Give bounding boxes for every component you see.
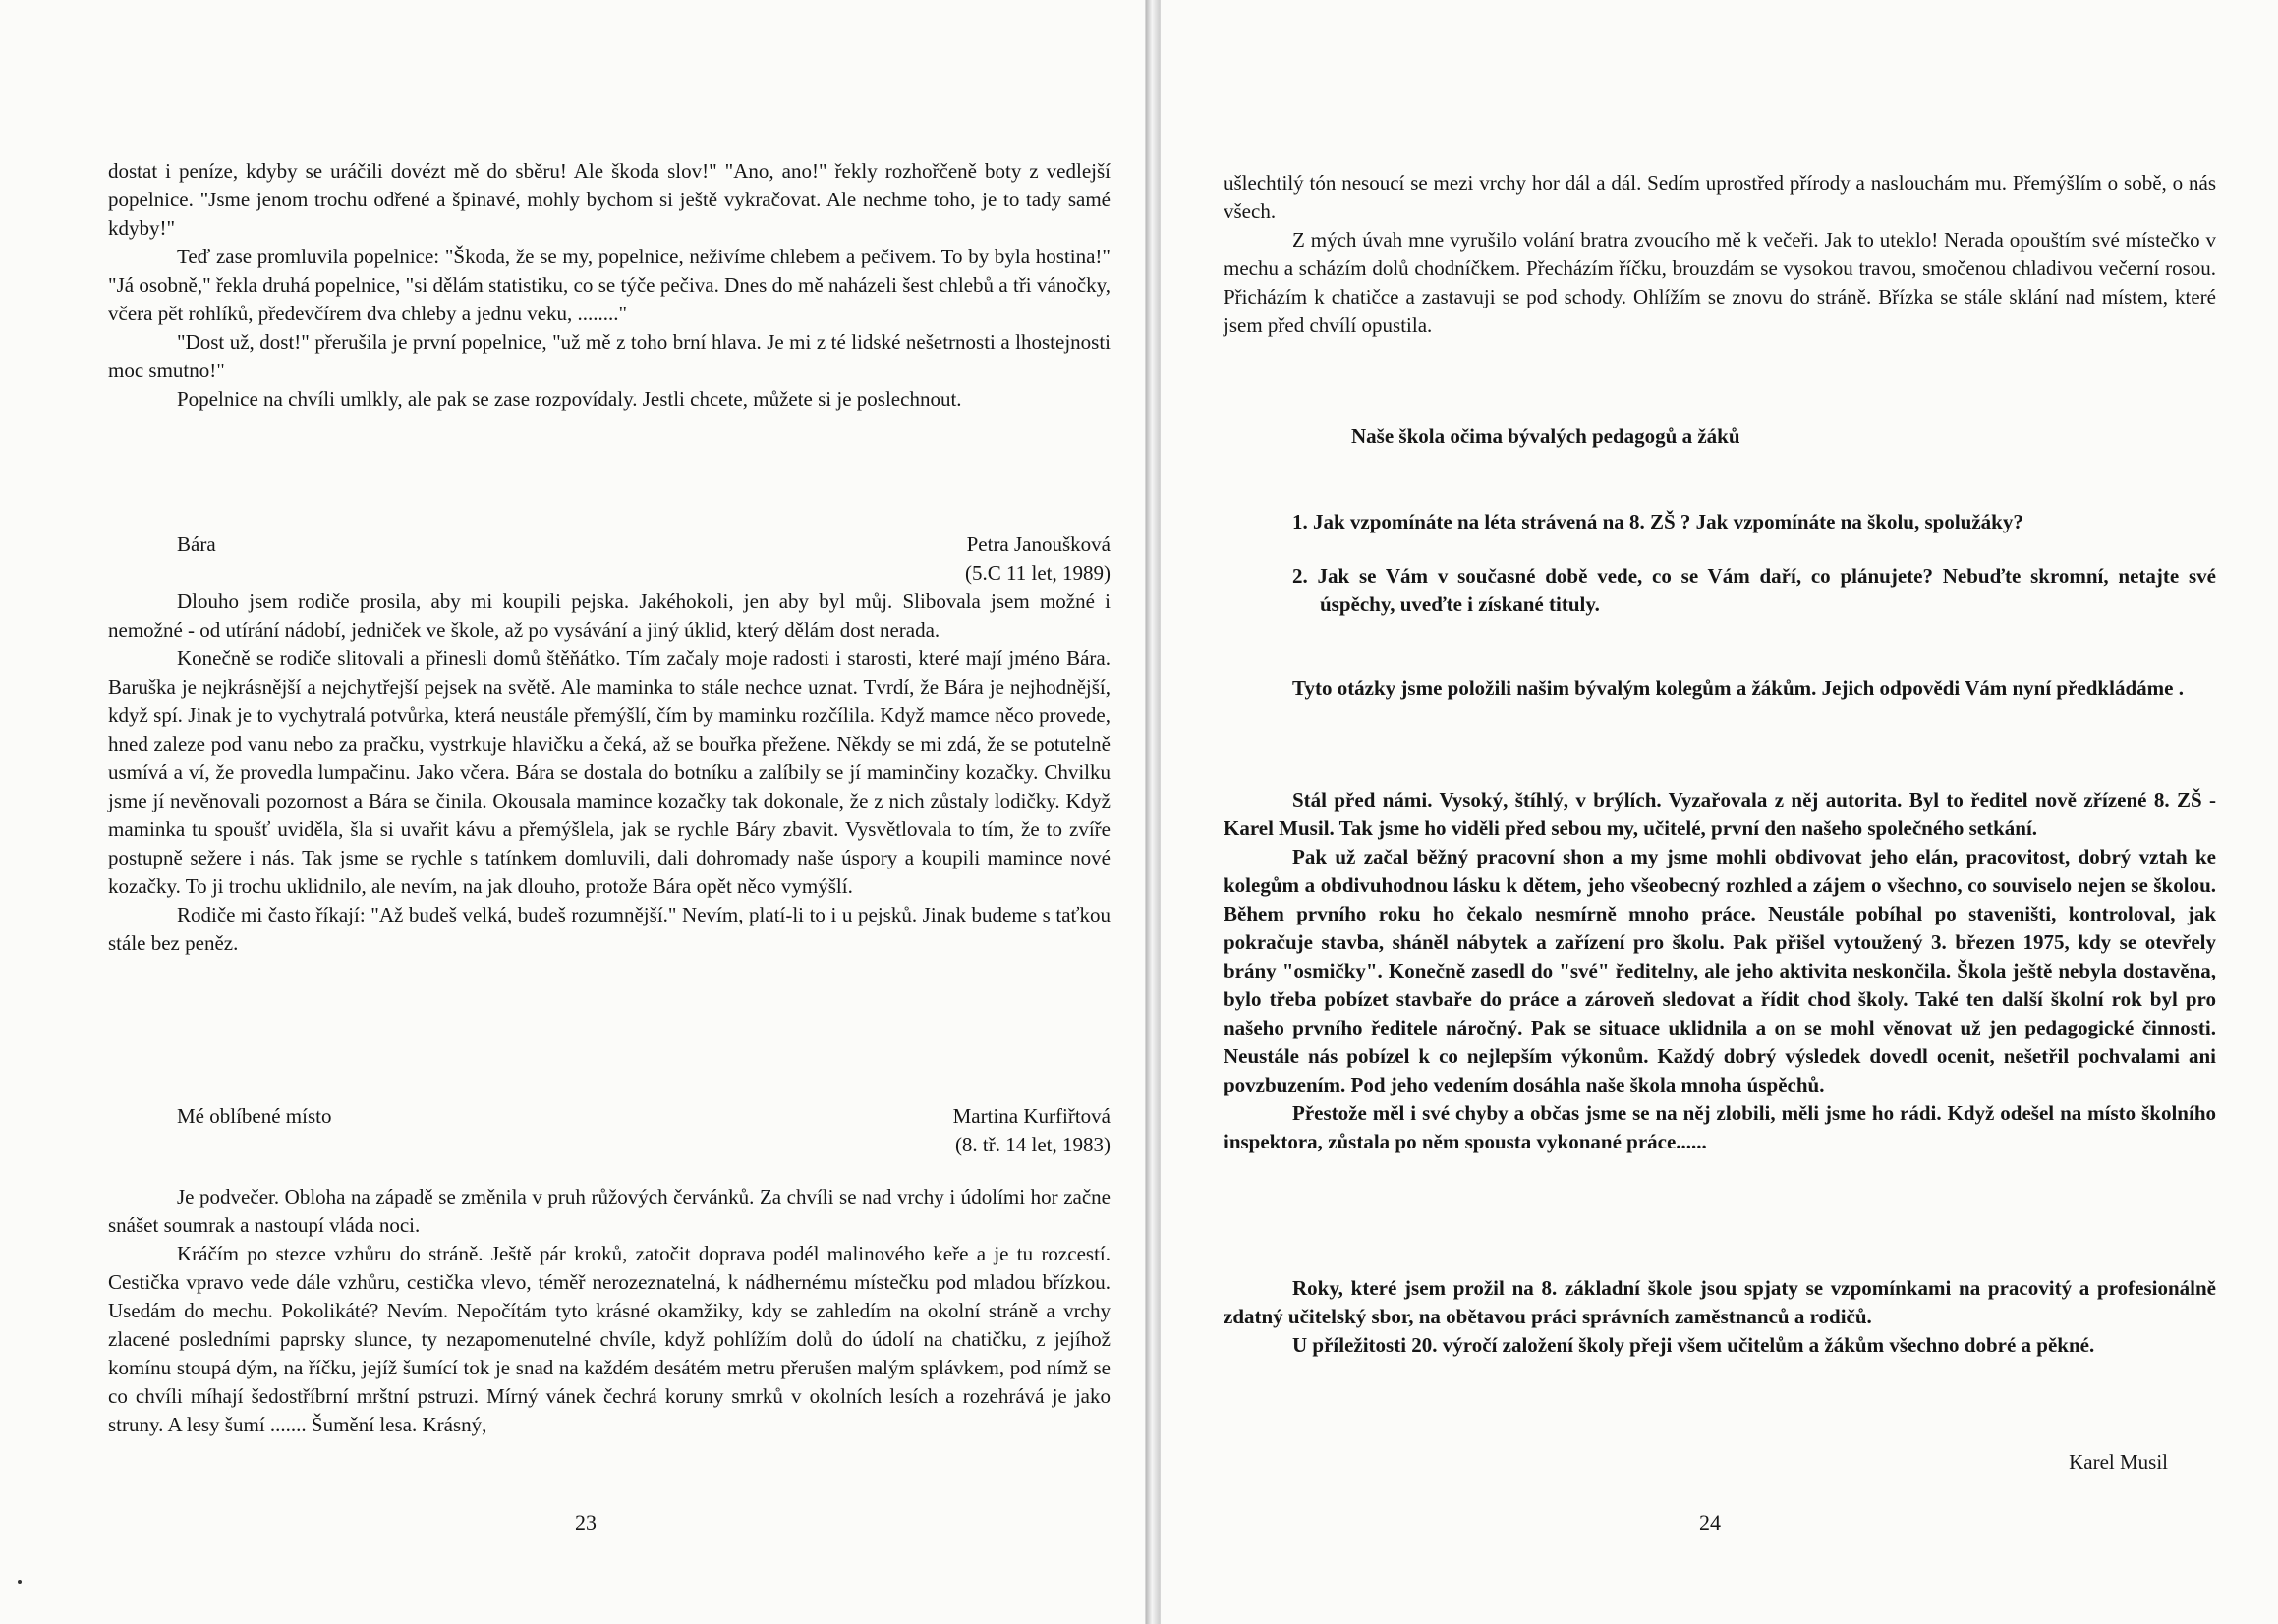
question-2: 2. Jak se Vám v současné době vede, co se Vám daří, co plánujete? Nebuďte skromní, netajte své úspěchy, uveďte i získané tituly. — [1292, 564, 2216, 616]
story-author: Petra Janoušková — [966, 532, 1111, 556]
story-bara — [108, 531, 1111, 958]
paragraph: "Dost už, dost!" přerušila je první popelnice, "už mě z toho brní hlava. Je mi z té lidské nešetrnosti a lhostejnosti moc smutno!" — [108, 330, 1111, 382]
paragraph: Roky, které jsem prožil na 8. základní škole jsou spjaty se vzpomínkami na pracovitý a profesionálně zdatný učitelský sbor, na obětavou práci správních zaměstnanců a rodičů. — [1224, 1276, 2216, 1328]
memoir — [1224, 786, 2216, 1156]
paragraph: dostat i peníze, kdyby se uráčili dovézt mě do sběru! Ale škoda slov!" "Ano, ano!" řekly rozhořčeně boty z vedlejší popelnice. "Jsme jenom trochu odřené a špinavé, mohly bychom si ještě vykračovat. Ale nechme toho, je to tady samé kdyby!" — [108, 159, 1111, 240]
story-title: Mé oblíbené místo — [177, 1104, 332, 1128]
paragraph: Kráčím po stezce vzhůru do stráně. Ještě pár kroků, zatočit doprava podél malinového keře a je tu rozcestí. Cestička vpravo vede dále vzhůru, cestička vlevo, téměř nerozeznatelná, k nádhernému místečku pod mladou břízkou. Usedám do mechu. Pokolikáté? Nevím. Nepočítám tyto krásné okamžiky, kdy se zahledím na okolní stráně a vrchy zlacené posledními paprsky slunce, ty nezapomenutelné chvíle, když pohlížím dolů do údolí na chatičku, z jejíhož komínu stoupá dým, na říčku, jejíž šumící tok je snad na každém desátém metru přerušen malým splávkem, pod nímž se co chvíli míhají šedostříbrní mrštní pstruzi. Mírný vánek čechrá koruny smrků v okolních lesích a rozehrává je jako struny. A lesy šumí ....... Šumění lesa. Krásný, — [108, 1242, 1111, 1436]
paragraph: Stál před námi. Vysoký, štíhlý, v brýlích. Vyzařovala z něj autorita. Byl to ředitel nově zřízené 8. ZŠ - Karel Musil. Tak jsme ho viděli před sebou my, učitelé, první den našeho společného setkání. — [1224, 788, 2216, 840]
story-author-block — [953, 1102, 1111, 1159]
story-author: Martina Kurfiřtová — [952, 1104, 1111, 1128]
scan-speck — [18, 1580, 22, 1584]
paragraph: Teď zase promluvila popelnice: "Škoda, že se my, popelnice, neživíme chlebem a pečivem. To by byla hostina!" "Já osobně," řekla druhá popelnice, "si dělám statistiku, co se týče pečiva. Dnes do mě naházeli šest chlebů a tři vánočky, včera pět rohlíků, předevčírem dva chleby a jednu veku, ........" — [108, 245, 1111, 325]
questions — [1224, 508, 2216, 619]
paragraph: Přestože měl i své chyby a občas jsme se na něj zlobili, měli jsme ho rádi. Když odešel na místo školního inspektora, zůstala po něm spousta vykonané práce...... — [1224, 1101, 2216, 1153]
story-author-block — [965, 531, 1111, 588]
page-number: 23 — [575, 1510, 597, 1535]
paragraph: Dlouho jsem rodiče prosila, aby mi koupili pejska. Jakéhokoli, jen aby byl můj. Slibovala jsem možné i nemožné - od utírání nádobí, jedniček ve škole, až po vysávání a jiný úklid, který dělám dost nerada. — [108, 589, 1111, 642]
paragraph: Konečně se rodiče slitovali a přinesli domů štěňátko. Tím začaly moje radosti i starosti, které mají jméno Bára. Baruška je nejkrásnější a nejchytřejší pejsek na světě. Ale maminka to stále nechce uznat. Tvrdí, že Bára je nejhodnější, když spí. Jinak je to vychytralá potvůrka, která neustále přemýšlí, čím by maminku rozčílila. Když mamce něco provede, hned zaleze pod vanu nebo za pračku, vystrkuje hlavičku a čeká, až se bouřka přežene. Někdy se mi zdá, že se potutelně usmívá a ví, že provedla lumpačinu. Jako včera. Bára se dostala do botníku a zalíbily se jí maminčiny kozačky. Chvilku jsme jí nevěnovali pozornost a Bára se činila. Okousala mamince kozačky tak dokonale, že z nich zůstaly lodičky. Když maminka tu spoušť uviděla, šla si uvařit kávu a přemýšlela, jak se rychle Báry zbavit. Vysvětlovala to tím, že to zvíře postupně sežere i nás. Tak jsme se rychle s tatínkem domluvili, dali dohromady naše úspory a koupili mamince nové kozačky. To ji trochu uklidnilo, ale nevím, na jak dlouho, protože Bára opět něco vymýšlí. — [108, 646, 1111, 898]
signature: Karel Musil — [2069, 1450, 2168, 1474]
story-header — [108, 531, 1111, 588]
paragraph: Pak už začal běžný pracovní shon a my jsme mohli obdivovat jeho elán, pracovitost, dobrý vztah ke kolegům a obdivuhodnou lásku k dětem, jeho všeobecný rozhled a zájem o všechno, co souviselo nejen se školou. Během prvního roku ho čekalo nesmírně mnoho práce. Neustále pobíhal po staveništi, kontroloval, jak pokračuje stavba, sháněl nábytek a zařízení pro školu. Pak přišel vytoužený 3. březen 1975, kdy se otevřely brány "osmičky". Konečně zasedl do "své" ředitelny, ale jeho aktivita neskončila. Škola ještě nebyla dostavěna, bylo třeba pobízet stavbaře do práce a zároveň sledovat a řídit chod školy. Také ten další školní rok byl pro našeho prvního ředitele náročný. Pak se situace uklidnila a on se mohl věnovat už jen pedagogické činnosti. Neustále nás pobízel k co nejlepším výkonům. Každý dobrý výsledek dovedl ocenit, nešetřil pochvalami ani povzbuzením. Pod jeho vedením dosáhla naše škola mnoha úspěchů. — [1224, 845, 2216, 1096]
story-header — [108, 1102, 1111, 1159]
section-heading: Naše škola očima bývalých pedagogů a žáků — [1351, 424, 1740, 448]
story-title: Bára — [177, 532, 216, 556]
paragraph: Popelnice na chvíli umlkly, ale pak se zase rozpovídaly. Jestli chcete, můžete si je poslechnout. — [177, 387, 962, 411]
story-author-info: (8. tř. 14 let, 1983) — [954, 1133, 1111, 1156]
paragraph: Je podvečer. Obloha na západě se změnila v pruh růžových červánků. Za chvíli se nad vrchy i údolími hor začne snášet soumrak a nastoupí vláda noci. — [108, 1185, 1111, 1237]
story-continuation — [1224, 169, 2216, 340]
intro-text — [108, 157, 1111, 414]
paragraph: Z mých úvah mne vyrušilo volání bratra zvoucího mě k večeři. Jak to uteklo! Nerada opouštím své místečko v mechu a scházím dolů chodníčkem. Přecházím říčku, brouzdám se vysokou travou, smočenou chladivou večerní rosou. Přicházím k chatičce a zastavuji se pod schody. Ohlížím se znovu do stráně. Břízka se stále sklání nad místem, které jsem před chvílí opustila. — [1224, 228, 2216, 337]
paragraph: Tyto otázky jsme položili našim bývalým kolegům a žákům. Jejich odpovědi Vám nyní předkládáme . — [1292, 676, 2184, 700]
book-gutter — [1146, 0, 1160, 1624]
section-title — [1224, 422, 2216, 451]
right-page — [1160, 0, 2278, 1624]
page-number: 24 — [1699, 1510, 1721, 1535]
closing — [1224, 1274, 2216, 1360]
paragraph: U příležitosti 20. výročí založení školy přeji všem učitelům a žákům všechno dobré a pěkné. — [1292, 1333, 2095, 1357]
story-oblibene-misto — [108, 1102, 1111, 1439]
question-1: 1. Jak vzpomínáte na léta strávená na 8. ZŠ ? Jak vzpomínáte na školu, spolužáky? — [1292, 510, 2023, 533]
questions-intro — [1224, 674, 2216, 702]
paragraph: ušlechtilý tón nesoucí se mezi vrchy hor dál a dál. Sedím uprostřed přírody a naslouchám mu. Přemýšlím o sobě, o nás všech. — [1224, 171, 2216, 223]
story-author-info: (5.C 11 let, 1989) — [965, 561, 1111, 585]
paragraph: Rodiče mi často říkají: "Až budeš velká, budeš rozumnější." Nevím, platí-li to i u pejsků. Jinak budeme s taťkou stále bez peněz. — [108, 903, 1111, 955]
